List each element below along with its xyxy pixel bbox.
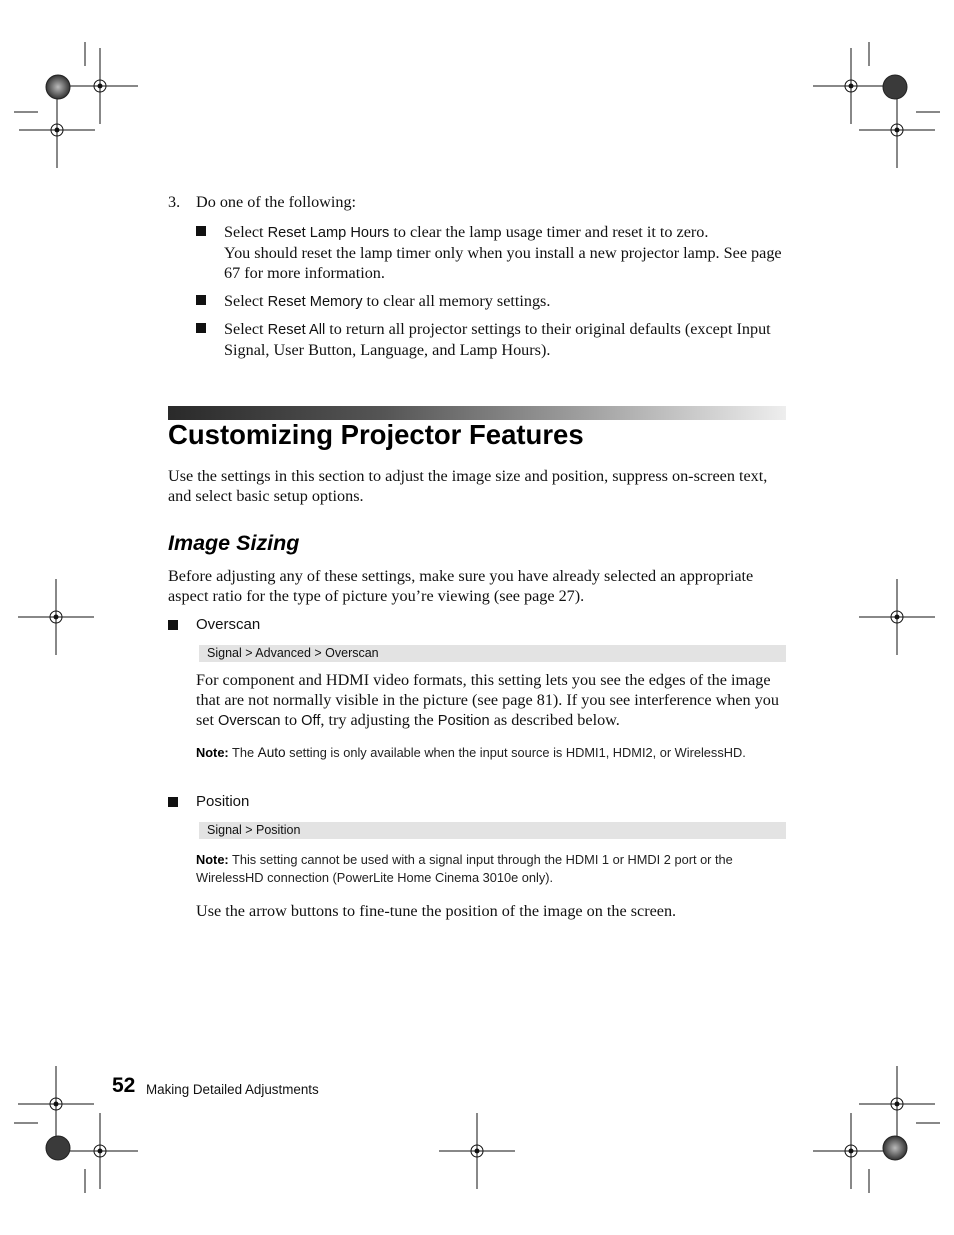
bullet-square-icon: [196, 226, 206, 236]
option-reset-memory: [224, 291, 784, 312]
option-extra-text: You should reset the lamp timer only when you install a new projector lamp. See page 67 for more information.: [224, 244, 782, 282]
option-text: to clear the lamp usage timer and reset it to zero.: [389, 223, 709, 241]
step-number: 3.: [168, 193, 181, 211]
menu-term: Reset Memory: [267, 294, 363, 310]
option-reset-lamp-hours: [224, 222, 784, 283]
menu-term: Off: [301, 713, 321, 729]
option-text: Select: [224, 292, 268, 310]
overscan-menu-path: Signal > Advanced > Overscan: [199, 645, 786, 662]
overscan-label: Overscan: [196, 616, 261, 633]
position-menu-path: Signal > Position: [199, 822, 786, 839]
menu-term: Position: [437, 713, 490, 729]
section-intro: Use the settings in this section to adjust the image size and position, suppress on-screen text, and select basic setup options.: [168, 467, 768, 505]
body-text: as described below.: [489, 711, 620, 729]
option-reset-all: [224, 319, 786, 360]
step-intro: Do one of the following:: [196, 193, 357, 211]
option-text: Select: [224, 223, 268, 241]
note-text: The: [228, 745, 258, 760]
body-text: For component and HDMI video formats, this setting lets you see the edges of the image that are not normally visible in the picture (see page 81). If you see interference when you set: [196, 671, 779, 729]
menu-term: Reset All: [267, 322, 326, 338]
subsection-title: Image Sizing: [168, 531, 300, 555]
position-note: [196, 851, 776, 887]
chapter-title: Making Detailed Adjustments: [146, 1082, 319, 1097]
menu-term: Auto: [257, 745, 286, 760]
position-label: Position: [196, 793, 250, 810]
bullet-square-icon: [168, 797, 178, 807]
bullet-square-icon: [168, 620, 178, 630]
overscan-note: [196, 744, 756, 762]
menu-term: Overscan: [218, 713, 281, 729]
section-title: Customizing Projector Features: [168, 419, 584, 450]
option-text: Select: [224, 320, 268, 338]
overscan-description: [196, 670, 786, 731]
section-gradient-bar: [168, 406, 786, 420]
body-text: to: [280, 711, 302, 729]
option-text: to return all projector settings to their original defaults (except Input Signal, User Button, Language, and Lamp Hours).: [224, 320, 771, 359]
subsection-intro: Before adjusting any of these settings, make sure you have already selected an appropriate aspect ratio for the type of picture you’re viewing (see page 27).: [168, 567, 754, 605]
menu-term: Reset Lamp Hours: [267, 225, 390, 241]
body-text: , try adjusting the: [320, 711, 438, 729]
note-text: setting is only available when the input source is HDMI1, HDMI2, or WirelessHD.: [285, 745, 746, 760]
note-label: Note:: [196, 852, 229, 867]
position-description: Use the arrow buttons to fine-tune the position of the image on the screen.: [196, 902, 677, 920]
page-number: 52: [112, 1074, 136, 1097]
note-text: This setting cannot be used with a signal input through the HDMI 1 or HMDI 2 port or the WirelessHD connection (PowerLite Home Cinema 3010e only).: [196, 852, 733, 885]
note-label: Note:: [196, 745, 229, 760]
bullet-square-icon: [196, 323, 206, 333]
option-text: to clear all memory settings.: [362, 292, 551, 310]
bullet-square-icon: [196, 295, 206, 305]
